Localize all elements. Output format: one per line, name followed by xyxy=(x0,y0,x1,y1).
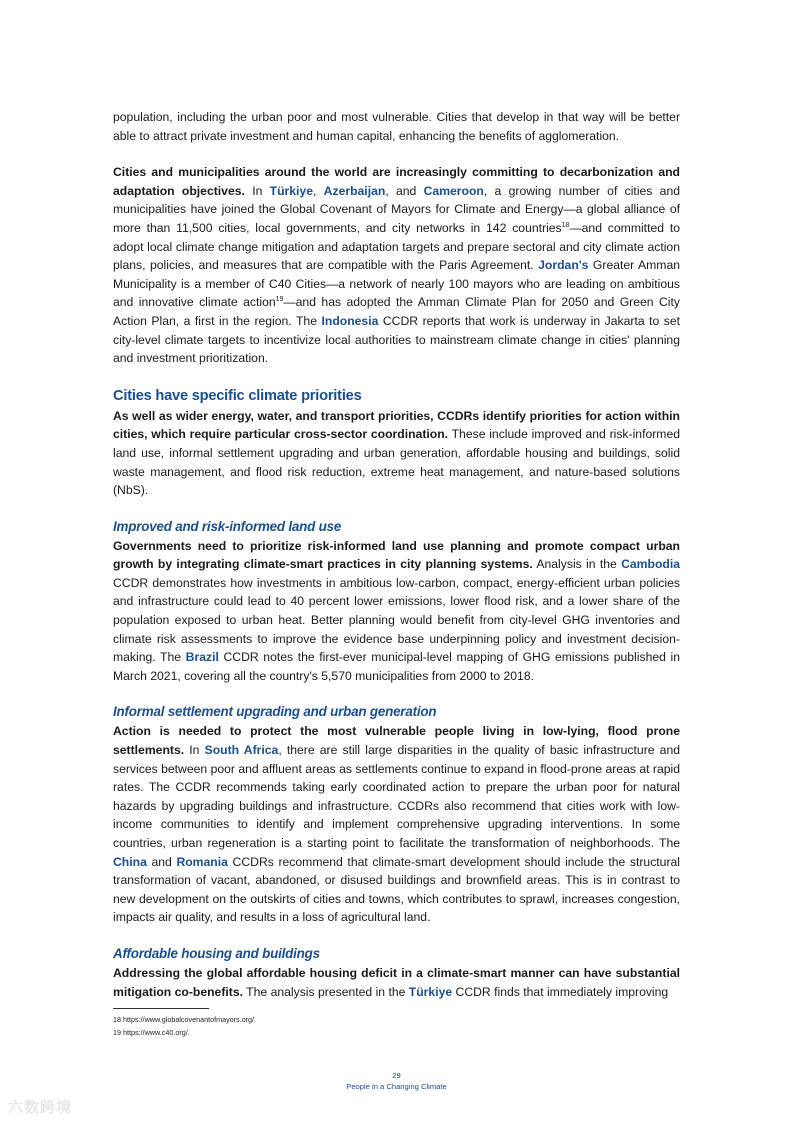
footnote-19: 19 https://www.c40.org/. xyxy=(113,1028,190,1037)
footnote-divider xyxy=(113,1008,209,1009)
page-body xyxy=(113,108,680,1001)
paragraph-priorities: As well as wider energy, water, and transport priorities, CCDRs identify priorities for action within cities, which require particular cross-sector coordination. These include improved and risk-informed land use, informal settlement upgrading and urban generation, affordable housing and buildings, solid waste management, and flood risk reduction, extreme heat management, and nature-based solutions (NbS). xyxy=(113,408,680,498)
heading-climate-priorities: Cities have specific climate priorities xyxy=(113,387,362,404)
lead-sentence: Addressing the global affordable housing deficit in a climate-smart manner can have substantial mitigation co-benefits. xyxy=(113,965,680,999)
country-cambodia: Cambodia xyxy=(621,557,680,572)
paragraph-land-use: Governments need to prioritize risk-informed land use planning and promote compact urban growth by integrating climate-smart practices in city planning systems. Analysis in the Cambodia CCDR demonstrates how investments in ambitious low-carbon, compact, energy-efficient urban policies and infrastructure could lead to 40 percent lower emissions, lower flood risk, and a lower share of the population exposed to urban heat. Better planning would benefit from city-level GHG inventories and climate risk assessments to improve the evidence base underpinning policy and investment decision-making. The Brazil CCDR notes the first-ever municipal-level mapping of GHG emissions published in March 2021, covering all the country's 5,570 municipalities from 2000 to 2018. xyxy=(113,538,680,683)
country-jordan: Jordan's xyxy=(538,258,589,273)
footnote-ref-19: 19 xyxy=(275,296,284,304)
country-brazil: Brazil xyxy=(185,650,219,665)
footnote-18: 18 https://www.globalcovenantofmayors.org/. xyxy=(113,1015,257,1024)
paragraph-informal-settlement: Action is needed to protect the most vulnerable people living in low-lying, flood prone settlements. In South Africa, there are still large disparities in the quality of basic infrastructure and services between poor and affluent areas as settlements continue to expand in flood-prone areas at rapid rates. The CCDR recommends taking early coordinated action to prepare the urban poor for natural hazards by upgrading buildings and infrastructure. CCDRs also recommend that cities work with low-income communities to identify and implement comprehensive upgrading interventions. In some countries, urban regeneration is a starting point to facilitate the transformation of neighborhoods. The China and Romania CCDRs recommend that climate-smart development should include the structural transformation of vacant, abandoned, or disused buildings and brownfield areas. This is in contrast to new development on the outskirts of cities and towns, which contributes to sprawl, increases congestion, impacts air quality, and results in a loss of agricultural land. xyxy=(113,724,680,925)
watermark-logo xyxy=(8,1096,72,1117)
country-south-africa: South Africa xyxy=(204,743,279,758)
country-azerbaijan: Azerbaijan xyxy=(323,183,386,198)
paragraph-intro: population, including the urban poor and most vulnerable. Cities that develop in that way will be better able to attract private investment and human capital, enhancing the benefits of agglomeration. xyxy=(113,110,680,143)
country-cameroon: Cameroon xyxy=(423,183,484,198)
country-romania: Romania xyxy=(176,854,228,869)
page-number: 29 xyxy=(392,1071,401,1080)
lead-sentence: Action is needed to protect the most vulnerable people living in low-lying, flood prone settlements. xyxy=(113,724,680,758)
heading-affordable-housing: Affordable housing and buildings xyxy=(113,945,320,961)
country-indonesia: Indonesia xyxy=(321,313,379,328)
heading-informal-settlement: Informal settlement upgrading and urban generation xyxy=(113,704,437,720)
lead-sentence: Cities and municipalities around the world are increasingly committing to decarbonization and adaptation objectives. xyxy=(113,165,680,198)
country-china: China xyxy=(113,854,147,869)
footer-title: People in a Changing Climate xyxy=(346,1082,447,1091)
paragraph-affordable-housing: Addressing the global affordable housing deficit in a climate-smart manner can have substantial mitigation co-benefits. The analysis presented in the Türkiye CCDR finds that immediately improving xyxy=(113,965,680,999)
heading-land-use: Improved and risk-informed land use xyxy=(113,518,342,534)
paragraph-commitments: Cities and municipalities around the world are increasingly committing to decarbonization and adaptation objectives. In Türkiye, Azerbaijan, and Cameroon, a growing number of cities and municipalities have joined the Global Covenant of Mayors for Climate and Energy—a global alliance of more than 11,500 cities, local governments, and city networks in 142 countries$^{18}$—and committed to adopt local climate change mitigation and adaptation targets and prepare sectoral and city climate action plans, policies, and measures that are compatible with the Paris Agreement. Jordan's Greater Amman Municipality is a member of C40 Cities—a network of nearly 100 mayors who are leading on ambitious and innovative climate action$^{19}$—and has adopted the Amman Climate Plan for 2050 and Green City Action Plan, a first in the region. The Indonesia CCDR reports that work is underway in Jakarta to set city-level climate targets to incentivize local authorities to mainstream climate change in cities' planning and investment prioritization. xyxy=(113,165,681,366)
lead-sentence: Governments need to prioritize risk-informed land use planning and promote compact urban growth by integrating climate-smart practices in city planning systems. xyxy=(113,538,680,572)
lead-sentence: As well as wider energy, water, and transport priorities, CCDRs identify priorities for action within cities, which require particular cross-sector coordination. xyxy=(113,408,680,442)
footnote-ref-18: 18 xyxy=(561,221,570,229)
watermark-text: 六数跨境 xyxy=(8,1099,73,1116)
country-turkiye: Türkiye xyxy=(408,984,453,999)
country-turkiye: Türkiye xyxy=(269,183,313,198)
